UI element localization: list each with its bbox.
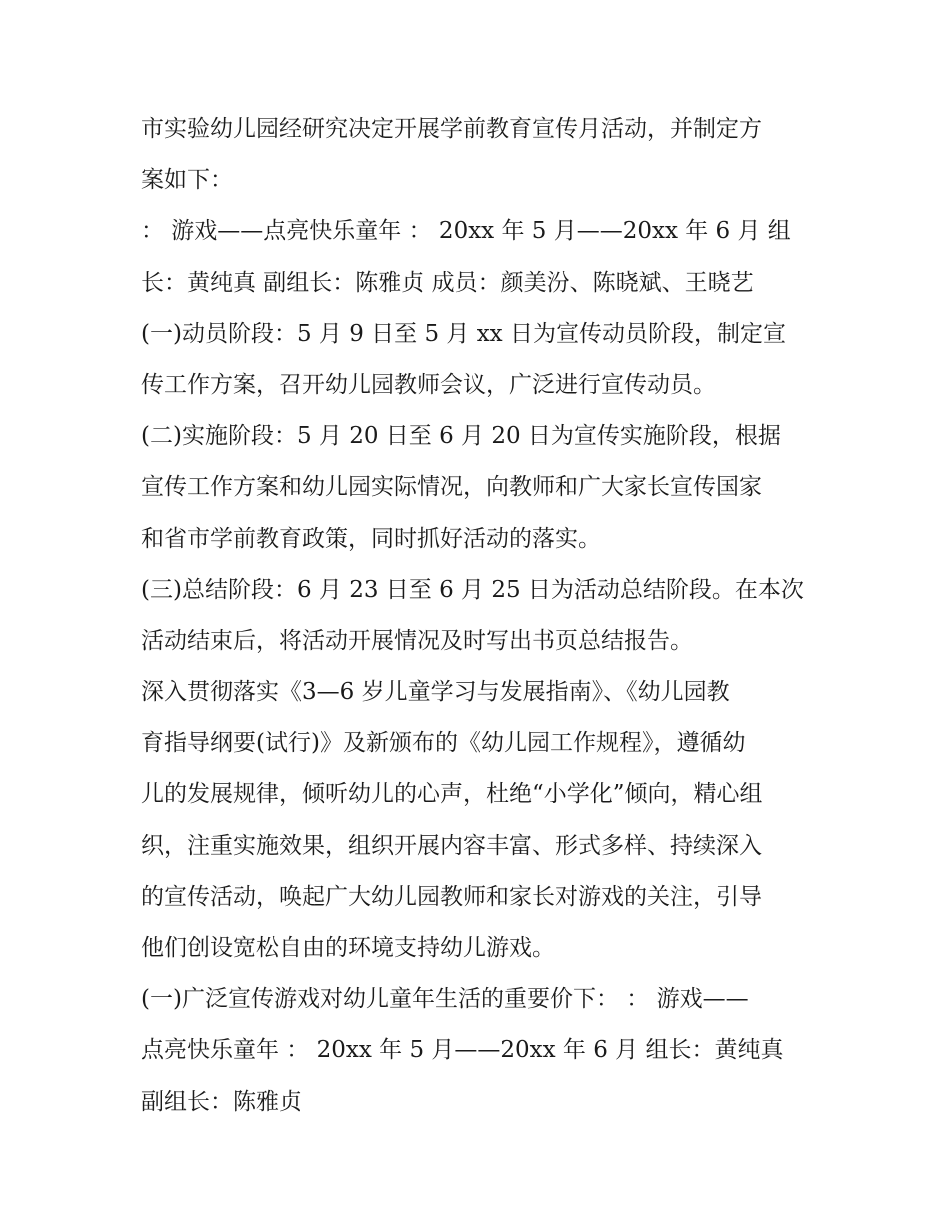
- text-line: 和省市学前教育政策，同时抓好活动的落实。: [141, 525, 601, 552]
- text-line: (三)总结阶段：6 月 23 日至 6 月 25 日为活动总结阶段。在本次: [141, 576, 804, 603]
- text-line: 市实验幼儿园经研究决定开展学前教育宣传月活动，并制定方: [141, 116, 762, 142]
- text-line: 深入贯彻落实《3—6 岁儿童学习与发展指南》、《幼儿园教: [141, 679, 730, 706]
- text-line: 案如下：: [141, 167, 233, 194]
- text-line: 他们创设宽松自由的环境支持幼儿游戏。: [141, 935, 555, 961]
- body-text: [141, 104, 821, 1128]
- text-line: 宣传工作方案和幼儿园实际情况，向教师和广大家长宣传国家: [141, 474, 762, 501]
- text-line: 育指导纲要(试行)》及新颁布的《幼儿园工作规程》，遵循幼: [141, 730, 746, 757]
- text-line: 织，注重实施效果，组织开展内容丰富、形式多样、持续深入: [141, 832, 762, 859]
- text-line: 长：黄纯真 副组长：陈雅贞 成员：颜美汾、陈晓斌、王晓艺: [141, 269, 754, 296]
- text-line: (一)动员阶段：5 月 9 日至 5 月 xx 日为宣传动员阶段，制定宣: [141, 320, 786, 347]
- text-line: 副组长：陈雅贞: [141, 1088, 302, 1115]
- text-line: (一)广泛宣传游戏对幼儿童年生活的重要价下： ： 游戏——: [141, 986, 749, 1013]
- text-line: 儿的发展规律，倾听幼儿的心声，杜绝“小学化”倾向，精心组: [141, 781, 763, 808]
- text-line: 点亮快乐童年 ： 20xx 年 5 月——20xx 年 6 月 组长：黄纯真: [141, 1037, 784, 1064]
- text-line: 传工作方案，召开幼儿园教师会议，广泛进行宣传动员。: [141, 371, 716, 398]
- text-line: 的宣传活动，唤起广大幼儿园教师和家长对游戏的关注，引导: [141, 883, 762, 910]
- text-line: ： 游戏——点亮快乐童年 ： 20xx 年 5 月——20xx 年 6 月 组: [141, 218, 791, 245]
- text-line: 活动结束后，将活动开展情况及时写出书页总结报告。: [141, 627, 693, 654]
- text-line: (二)实施阶段：5 月 20 日至 6 月 20 日为宣传实施阶段，根据: [141, 423, 781, 450]
